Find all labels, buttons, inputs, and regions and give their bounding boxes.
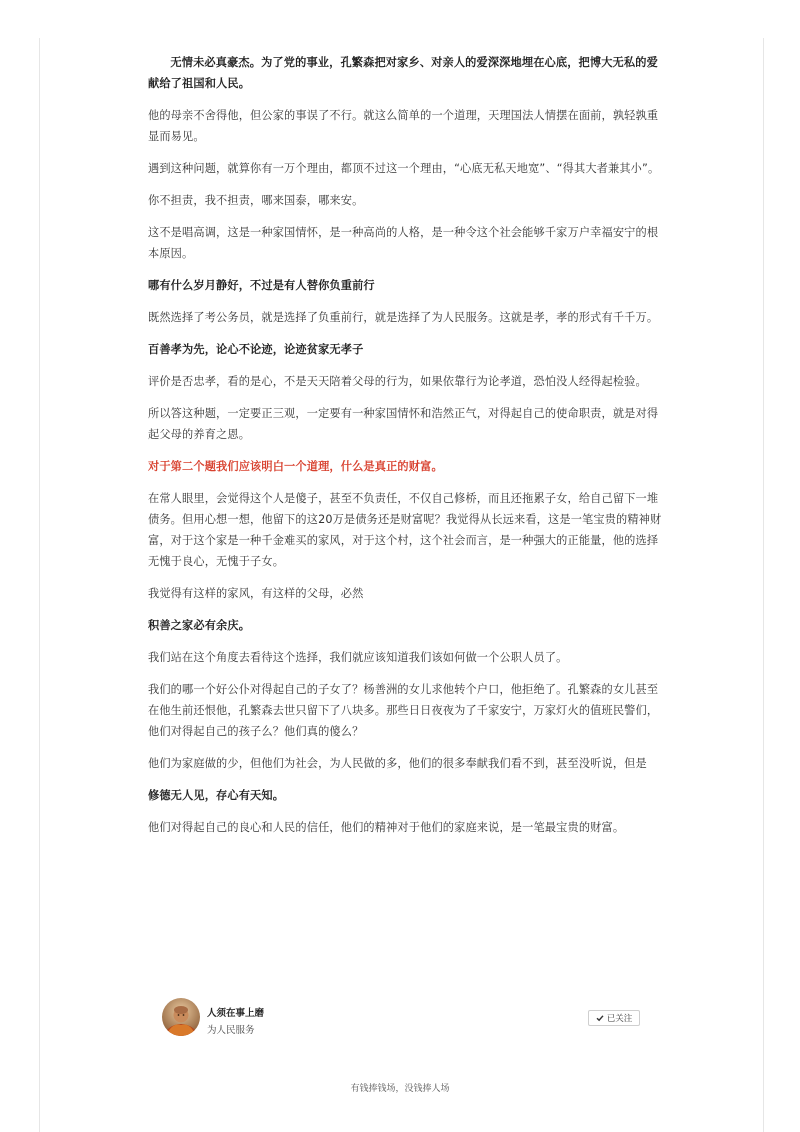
article-paragraph: 这不是唱高调，这是一种家国情怀，是一种高尚的人格，是一种令这个社会能够千家万户幸福安宁的根本原因。 bbox=[148, 226, 659, 260]
article-highlight-heading: 对于第二个题我们应该明白一个道理，什么是真正的财富。 bbox=[148, 460, 443, 473]
footer-slogan: 有钱捧钱场，没钱捧人场 bbox=[350, 1084, 450, 1094]
article-paragraph: 你不担责，我不担责，哪来国泰，哪来安。 bbox=[148, 194, 364, 207]
follow-button-label: 已关注 bbox=[606, 1014, 633, 1024]
author-card bbox=[162, 998, 642, 1038]
article-paragraph: 既然选择了考公务员，就是选择了负重前行，就是选择了为人民服务。这就是孝，孝的形式有千千万。 bbox=[148, 311, 659, 324]
page-frame-right-border bbox=[763, 38, 764, 1132]
follow-button[interactable] bbox=[588, 1010, 640, 1026]
article-paragraph: 他们对得起自己的良心和人民的信任，他们的精神对于他们的家庭来说，是一笔最宝贵的财富。 bbox=[148, 821, 625, 834]
article-paragraph: 我们站在这个角度去看待这个选择，我们就应该知道我们该如何做一个公职人员了。 bbox=[148, 651, 568, 664]
author-name[interactable]: 人须在事上磨 bbox=[207, 1008, 265, 1019]
article-paragraph: 无情未必真豪杰。为了党的事业，孔繁森把对家乡、对亲人的爱深深地埋在心底，把博大无私的爱献给了祖国和人民。 bbox=[148, 56, 658, 90]
article-paragraph: 他们为家庭做的少，但他们为社会，为人民做的多，他们的很多奉献我们看不到，甚至没听说，但是 bbox=[148, 757, 647, 770]
author-avatar[interactable] bbox=[162, 998, 200, 1036]
article-body bbox=[148, 52, 664, 849]
article-subheading: 百善孝为先，论心不论迹，论迹贫家无孝子 bbox=[148, 343, 364, 356]
author-description: 为人民服务 bbox=[207, 1025, 255, 1036]
monk-avatar-icon bbox=[162, 998, 200, 1036]
article-paragraph: 我觉得有这样的家风，有这样的父母，必然 bbox=[148, 587, 364, 600]
article-paragraph: 遇到这种问题，就算你有一万个理由，都顶不过这一个理由，“心底无私天地宽”、“得其大者兼其小”。 bbox=[148, 162, 660, 175]
article-paragraph: 他的母亲不舍得他，但公家的事误了不行。就这么简单的一个道理，天理国法人情摆在面前，孰轻孰重显而易见。 bbox=[148, 109, 659, 143]
article-paragraph: 所以答这种题，一定要正三观，一定要有一种家国情怀和浩然正气，对得起自己的使命职责，就是对得起父母的养育之恩。 bbox=[148, 407, 659, 441]
article-subheading: 修德无人见，存心有天知。 bbox=[148, 789, 285, 802]
article-subheading: 积善之家必有余庆。 bbox=[148, 619, 251, 632]
article-paragraph: 我们的哪一个好公仆对得起自己的子女了？杨善洲的女儿求他转个户口，他拒绝了。孔繁森的女儿甚至在他生前还恨他，孔繁森去世只留下了八块多。那些日日夜夜为了千家安宁，万家灯火的值班民警们，他们对得起自己的孩子么？他们真的傻么？ bbox=[148, 683, 659, 738]
article-paragraph: 评价是否忠孝，看的是心，不是天天陪着父母的行为，如果依靠行为论孝道，恐怕没人经得起检验。 bbox=[148, 375, 647, 388]
article-paragraph: 在常人眼里，会觉得这个人是傻子，甚至不负责任，不仅自己修桥，而且还拖累子女，给自己留下一堆债务。但用心想一想，他留下的这20万是债务还是财富呢？我觉得从长远来看，这是一笔宝贵的精神财富，对于这个家是一种千金难买的家风，对于这个村，这个社会而言，是一种强大的正能量，他的选择无愧于良心，无愧于子女。 bbox=[148, 492, 662, 568]
article-subheading: 哪有什么岁月静好，不过是有人替你负重前行 bbox=[148, 279, 375, 292]
page-frame-left-border bbox=[39, 38, 40, 1132]
checkmark-icon bbox=[596, 1014, 604, 1022]
